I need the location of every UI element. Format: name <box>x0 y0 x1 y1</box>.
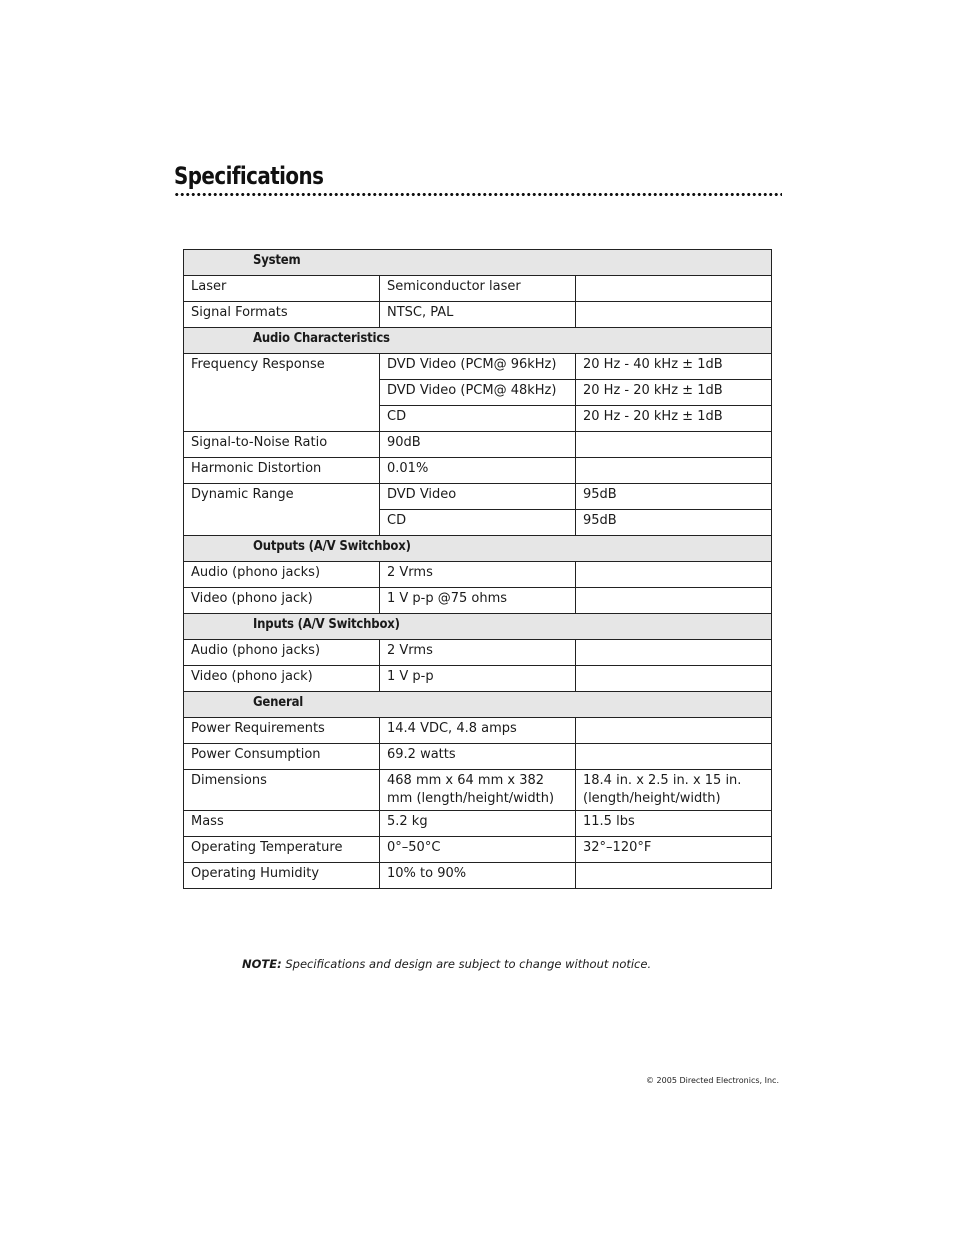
spec-label: Video (phono jack) <box>184 588 380 614</box>
spec-value: 468 mm x 64 mm x 382 mm (length/height/width) <box>380 770 576 811</box>
spec-value: CD <box>380 406 576 432</box>
spec-value-alt: 11.5 lbs <box>576 811 772 837</box>
table-row <box>184 432 772 458</box>
section-header-row <box>184 536 772 562</box>
spec-value: NTSC, PAL <box>380 302 576 328</box>
spec-value-alt <box>576 588 772 614</box>
section-title-outputs: Outputs (A/V Switchbox) <box>184 536 772 562</box>
note-text: Specifications and design are subject to change without notice. <box>281 957 652 971</box>
table-row <box>184 588 772 614</box>
spec-value: DVD Video (PCM@ 96kHz) <box>380 354 576 380</box>
spec-label: Dimensions <box>184 770 380 811</box>
spec-label: Power Consumption <box>184 744 380 770</box>
table-row <box>184 811 772 837</box>
section-header-row <box>184 692 772 718</box>
section-title-inputs: Inputs (A/V Switchbox) <box>184 614 772 640</box>
spec-value: 0.01% <box>380 458 576 484</box>
section-title-system: System <box>184 250 772 276</box>
spec-value-alt: 20 Hz - 20 kHz ± 1dB <box>576 406 772 432</box>
spec-value-alt <box>576 718 772 744</box>
spec-value: Semiconductor laser <box>380 276 576 302</box>
spec-label: Harmonic Distortion <box>184 458 380 484</box>
spec-label: Operating Humidity <box>184 863 380 889</box>
table-row <box>184 770 772 811</box>
spec-value-alt <box>576 432 772 458</box>
title-dotted-rule <box>174 192 782 197</box>
spec-value-alt: 95dB <box>576 484 772 510</box>
spec-value-alt: 32°–120°F <box>576 837 772 863</box>
table-row <box>184 302 772 328</box>
note-label: NOTE: <box>242 957 282 971</box>
section-header-row <box>184 328 772 354</box>
spec-label: Audio (phono jacks) <box>184 562 380 588</box>
table-row <box>184 640 772 666</box>
spec-value: DVD Video <box>380 484 576 510</box>
spec-value: DVD Video (PCM@ 48kHz) <box>380 380 576 406</box>
spec-value: 5.2 kg <box>380 811 576 837</box>
spec-value-alt: 18.4 in. x 2.5 in. x 15 in. (length/height/width) <box>576 770 772 811</box>
spec-label: Dynamic Range <box>184 484 380 536</box>
table-row <box>184 562 772 588</box>
section-title-audio: Audio Characteristics <box>184 328 772 354</box>
table-row <box>184 863 772 889</box>
spec-value-alt <box>576 666 772 692</box>
spec-label: Frequency Response <box>184 354 380 432</box>
spec-value-alt: 20 Hz - 20 kHz ± 1dB <box>576 380 772 406</box>
table-row <box>184 458 772 484</box>
section-header-row <box>184 614 772 640</box>
table-row <box>184 276 772 302</box>
spec-value-alt <box>576 863 772 889</box>
spec-label: Mass <box>184 811 380 837</box>
spec-value: 0°–50°C <box>380 837 576 863</box>
spec-value: CD <box>380 510 576 536</box>
table-row <box>184 666 772 692</box>
section-header-row <box>184 250 772 276</box>
spec-value: 69.2 watts <box>380 744 576 770</box>
spec-value: 2 Vrms <box>380 562 576 588</box>
specifications-table <box>183 249 772 889</box>
spec-value: 1 V p-p @75 ohms <box>380 588 576 614</box>
spec-value: 90dB <box>380 432 576 458</box>
copyright-footer: © 2005 Directed Electronics, Inc. <box>646 1076 779 1085</box>
spec-value: 1 V p-p <box>380 666 576 692</box>
spec-value-alt <box>576 276 772 302</box>
spec-label: Power Requirements <box>184 718 380 744</box>
spec-label: Operating Temperature <box>184 837 380 863</box>
section-title-general: General <box>184 692 772 718</box>
table-row <box>184 484 772 510</box>
spec-value: 14.4 VDC, 4.8 amps <box>380 718 576 744</box>
spec-value: 2 Vrms <box>380 640 576 666</box>
spec-value-alt <box>576 458 772 484</box>
spec-value-alt <box>576 640 772 666</box>
table-row <box>184 744 772 770</box>
spec-value-alt <box>576 744 772 770</box>
spec-value: 10% to 90% <box>380 863 576 889</box>
spec-label: Signal-to-Noise Ratio <box>184 432 380 458</box>
spec-value-alt: 95dB <box>576 510 772 536</box>
spec-label: Audio (phono jacks) <box>184 640 380 666</box>
note <box>242 957 651 971</box>
spec-value-alt <box>576 302 772 328</box>
spec-label: Video (phono jack) <box>184 666 380 692</box>
table-row <box>184 718 772 744</box>
spec-label: Laser <box>184 276 380 302</box>
page-title: Specifications <box>174 162 324 190</box>
table-row <box>184 837 772 863</box>
table-row <box>184 354 772 380</box>
spec-value-alt <box>576 562 772 588</box>
spec-value-alt: 20 Hz - 40 kHz ± 1dB <box>576 354 772 380</box>
spec-label: Signal Formats <box>184 302 380 328</box>
